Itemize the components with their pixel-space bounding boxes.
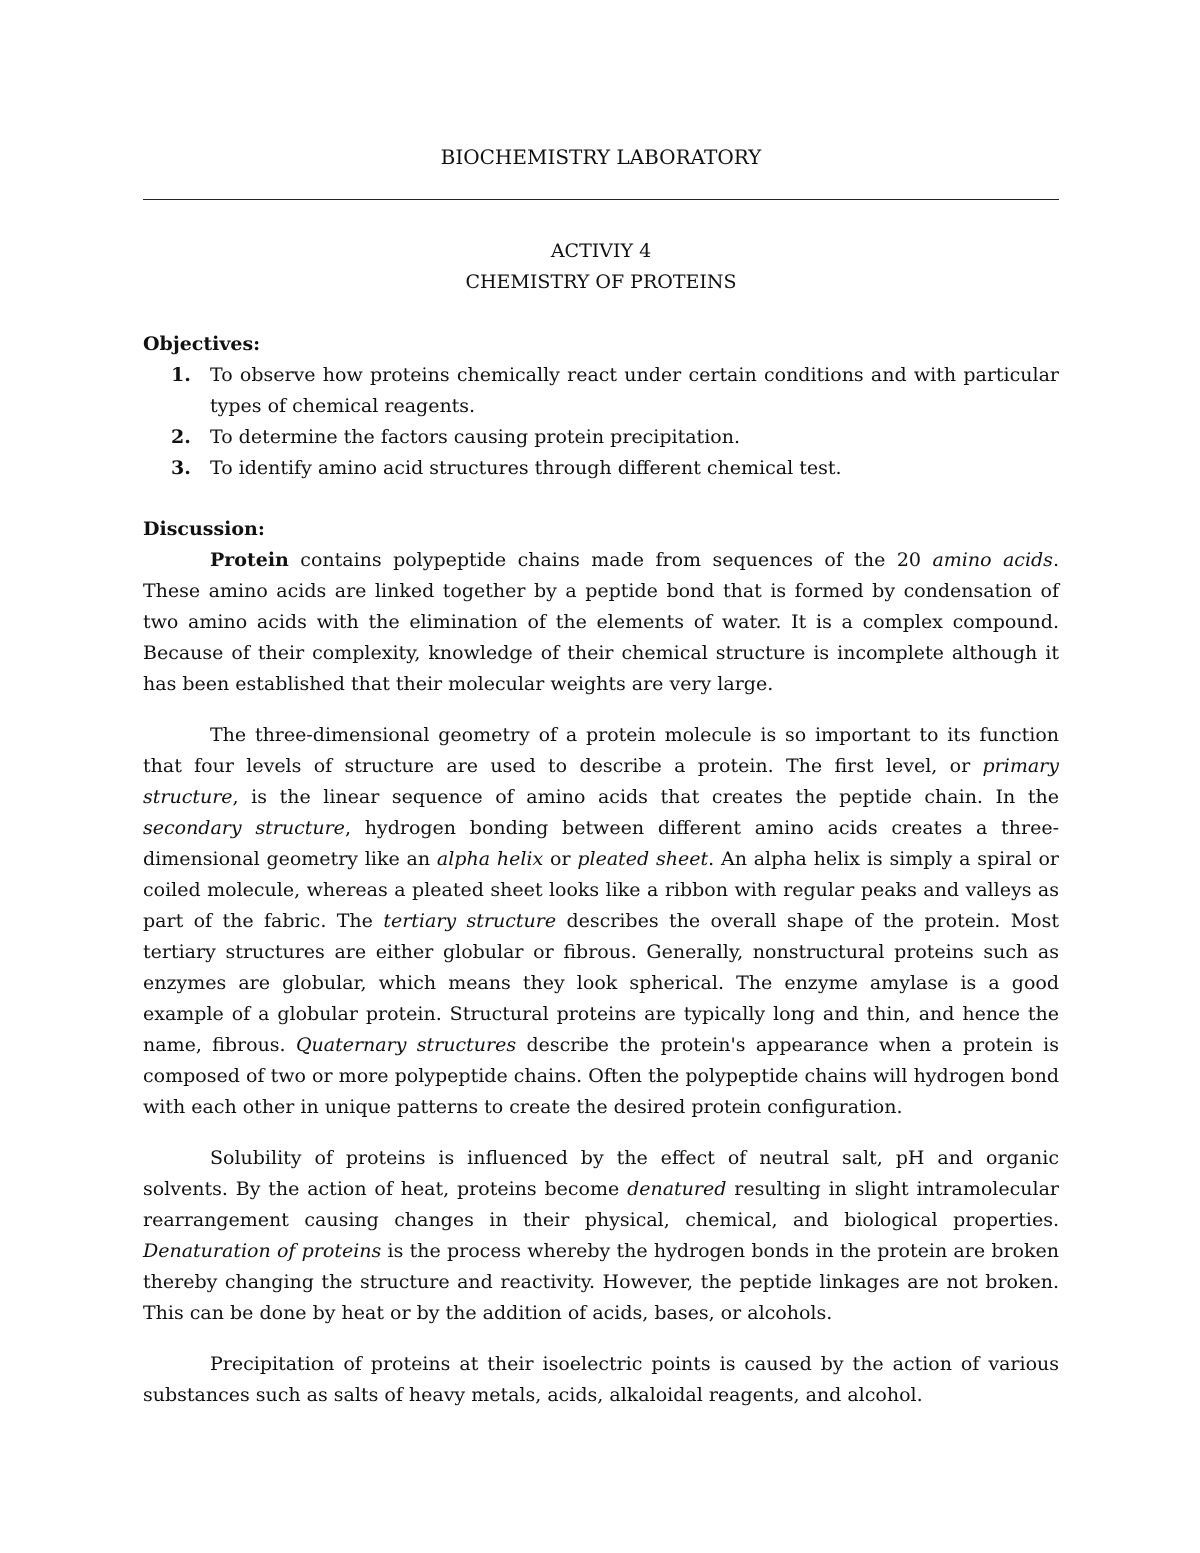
paragraph-text: is the process whereby the hydrogen bonds in the protein are broken thereby changing the structure and reactivity. However, the peptide linkages are not broken. This can be done by heat or by the addition of acids, bases, or alcohols. — [143, 1240, 1059, 1324]
discussion-paragraph-1 — [143, 545, 1059, 700]
term-tertiary-structure: tertiary structure — [383, 910, 557, 932]
paragraph-text: , hydrogen bonding between different amino acids creates a three-dimensional geometry like an — [143, 817, 1060, 870]
discussion-heading: Discussion: — [143, 518, 265, 540]
term-denaturation-of-proteins: Denaturation of proteins — [143, 1240, 382, 1262]
discussion-paragraph-2 — [143, 720, 1059, 1123]
paragraph-text: contains polypeptide chains made from sequences of the 20 — [288, 549, 933, 571]
objective-text: To identify amino acid structures through different chemical test. — [210, 457, 842, 479]
term-primary-structure: primary structure — [143, 755, 1059, 808]
term-amino-acids: amino acids — [932, 549, 1053, 571]
objectives-list — [143, 360, 1059, 484]
paragraph-text: . An alpha helix is simply a spiral or coiled molecule, whereas a pleated sheet looks like a ribbon with regular peaks and valleys as part of the fabric. The — [143, 848, 1060, 932]
objective-item — [143, 360, 1059, 422]
objectives-heading: Objectives: — [143, 333, 261, 355]
paragraph-text: , is the linear sequence of amino acids that creates the peptide chain. In the — [232, 786, 1059, 808]
header-divider — [143, 199, 1059, 200]
activity-title-block — [143, 236, 1059, 298]
objective-number: 1. — [171, 364, 191, 386]
discussion-paragraph-3 — [143, 1143, 1059, 1329]
activity-number: ACTIVIY 4 — [550, 240, 652, 262]
objective-item — [143, 422, 1059, 453]
paragraph-text: Solubility of proteins is influenced by the effect of neutral salt, pH and organic solvents. By the action of heat, proteins become — [143, 1147, 1059, 1200]
term-denatured: denatured — [627, 1178, 727, 1200]
paragraph-text: resulting in slight intramolecular rearrangement causing changes in their physical, chemical, and biological properties. — [143, 1178, 1059, 1231]
term-alpha-helix: alpha helix — [436, 848, 544, 870]
objective-item — [143, 453, 1059, 484]
objective-number: 3. — [171, 457, 191, 479]
paragraph-text: or — [543, 848, 578, 870]
term-quaternary-structures: Quaternary structures — [295, 1034, 517, 1056]
objective-number: 2. — [171, 426, 191, 448]
paragraph-text: Precipitation of proteins at their isoelectric points is caused by the action of various substances such as salts of heavy metals, acids, alkaloidal reagents, and alcohol. — [143, 1353, 1059, 1406]
objective-text: To observe how proteins chemically react under certain conditions and with particular types of chemical reagents. — [210, 364, 1059, 417]
paragraph-text: The three-dimensional geometry of a protein molecule is so important to its function that four levels of structure are used to describe a protein. The first level, or — [143, 724, 1059, 777]
document-header-title: BIOCHEMISTRY LABORATORY — [440, 145, 762, 169]
term-protein: Protein — [210, 549, 289, 571]
term-secondary-structure: secondary structure — [143, 817, 345, 839]
objective-text: To determine the factors causing protein precipitation. — [210, 426, 740, 448]
paragraph-text: describe the protein's appearance when a protein is composed of two or more polypeptide chains. Often the polypeptide chains will hydrogen bond with each other in unique patterns to create the desired protein configuration. — [143, 1034, 1059, 1118]
discussion-paragraph-4 — [143, 1349, 1059, 1411]
paragraph-text: . These amino acids are linked together by a peptide bond that is formed by condensation of two amino acids with the elimination of the elements of water. It is a complex compound. Because of their complexity, knowledge of their chemical structure is incomplete although it has been established that their molecular weights are very large. — [143, 549, 1059, 695]
term-pleated-sheet: pleated sheet — [577, 848, 709, 870]
activity-name: CHEMISTRY OF PROTEINS — [465, 271, 737, 293]
document-page — [143, 0, 1059, 1553]
paragraph-text: describes the overall shape of the protein. Most tertiary structures are either globular or fibrous. Generally, nonstructural proteins such as enzymes are globular, which means they look spherical. The enzyme amylase is a good example of a globular protein. Structural proteins are typically long and thin, and hence the name, fibrous. — [143, 910, 1059, 1056]
